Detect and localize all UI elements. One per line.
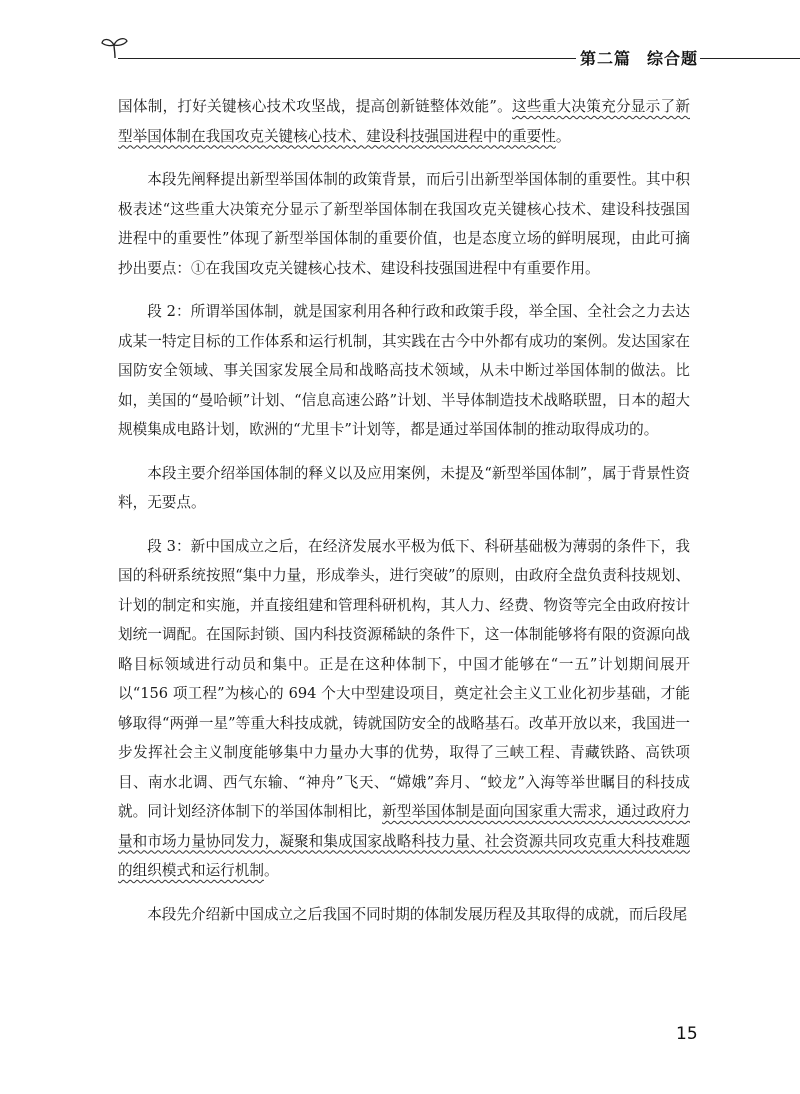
header-rule-left [118,58,576,59]
analysis-paragraph-3: 本段先介绍新中国成立之后我国不同时期的体制发展历程及其取得的成就，而后段尾 [147,905,688,923]
page-body [118,92,690,929]
page-number: 15 [676,1024,698,1044]
analysis-paragraph-2: 本段主要介绍举国体制的释义以及应用案例，未提及“新型举国体制”，属于背景性资料，无要点。 [118,464,690,511]
underlined-key-sentence: 新型举国体制是面向国家重大需求，通过政府力量和市场力量协同发力，凝聚和集成国家战略科技力量、社会资源共同攻克重大科技难题的组织模式和运行机制 [118,803,690,879]
header-rule-right [700,58,800,59]
source-paragraph-3: 段 3：新中国成立之后，在经济发展水平极为低下、科研基础极为薄弱的条件下，我国的科研系统按照“集中力量，形成拳头，进行突破”的原则，由政府全盘负责科技规划、计划的制定和实施，并直接组建和管理科研机构，其人力、经费、物资等完全由政府按计划统一调配。在国际封锁、国内科技资源稀缺的条件下，这一体制能够将有限的资源向战略目标领域进行动员和集中。正是在这种体制下，中国才能够在“一五”计划期间展开以“156 项工程”为核心的 694 个大中型建设项目，奠定社会主义工业化初步基础，才能够取得“两弹一星”等重大科技成就，铸就国防安全的战略基石。改革开放以来，我国进一步发挥社会主义制度能够集中力量办大事的优势，取得了三峡工程、青藏铁路、高铁项目、南水北调、西气东输、“神舟”飞天、“嫦娥”奔月、“蛟龙”入海等举世瞩目的科技成就。同计划经济体制下的举国体制相比，新型举国体制是面向国家重大需求，通过政府力量和市场力量协同发力，凝聚和集成国家战略科技力量、社会资源共同攻克重大科技难题的组织模式和运行机制。 [118,537,690,879]
source-paragraph-2: 段 2：所谓举国体制，就是国家利用各种行政和政策手段，举全国、全社会之力去达成某一特定目标的工作体系和运行机制，其实践在古今中外都有成功的案例。发达国家在国防安全领域、事关国家发展全局和战略高技术领域，从未中断过举国体制的做法。比如，美国的“曼哈顿”计划、“信息高速公路”计划、半导体制造技术战略联盟，日本的超大规模集成电路计划，欧洲的“尤里卡”计划等，都是通过举国体制的推动取得成功的。 [118,303,690,438]
section-name: 综合题 [647,49,699,68]
section-title [580,46,698,69]
sprout-icon [100,34,130,64]
underlined-key-sentence: 这些重大决策充分显示了新型举国体制在我国攻克关键核心技术、建设科技强国进程中的重要性 [118,98,690,145]
paragraph-continuation: 国体制，打好关键核心技术攻坚战，提高创新链整体效能”。这些重大决策充分显示了新型举国体制在我国攻克关键核心技术、建设科技强国进程中的重要性。 [118,98,690,145]
page-header [0,28,800,72]
analysis-paragraph-1: 本段先阐释提出新型举国体制的政策背景，而后引出新型举国体制的重要性。其中积极表述“这些重大决策充分显示了新型举国体制在我国攻克关键核心技术、建设科技强国进程中的重要性”体现了新型举国体制的重要价值，也是态度立场的鲜明展现，由此可摘抄出要点：①在我国攻克关键核心技术、建设科技强国进程中有重要作用。 [118,171,690,277]
section-part: 第二篇 [580,49,632,68]
